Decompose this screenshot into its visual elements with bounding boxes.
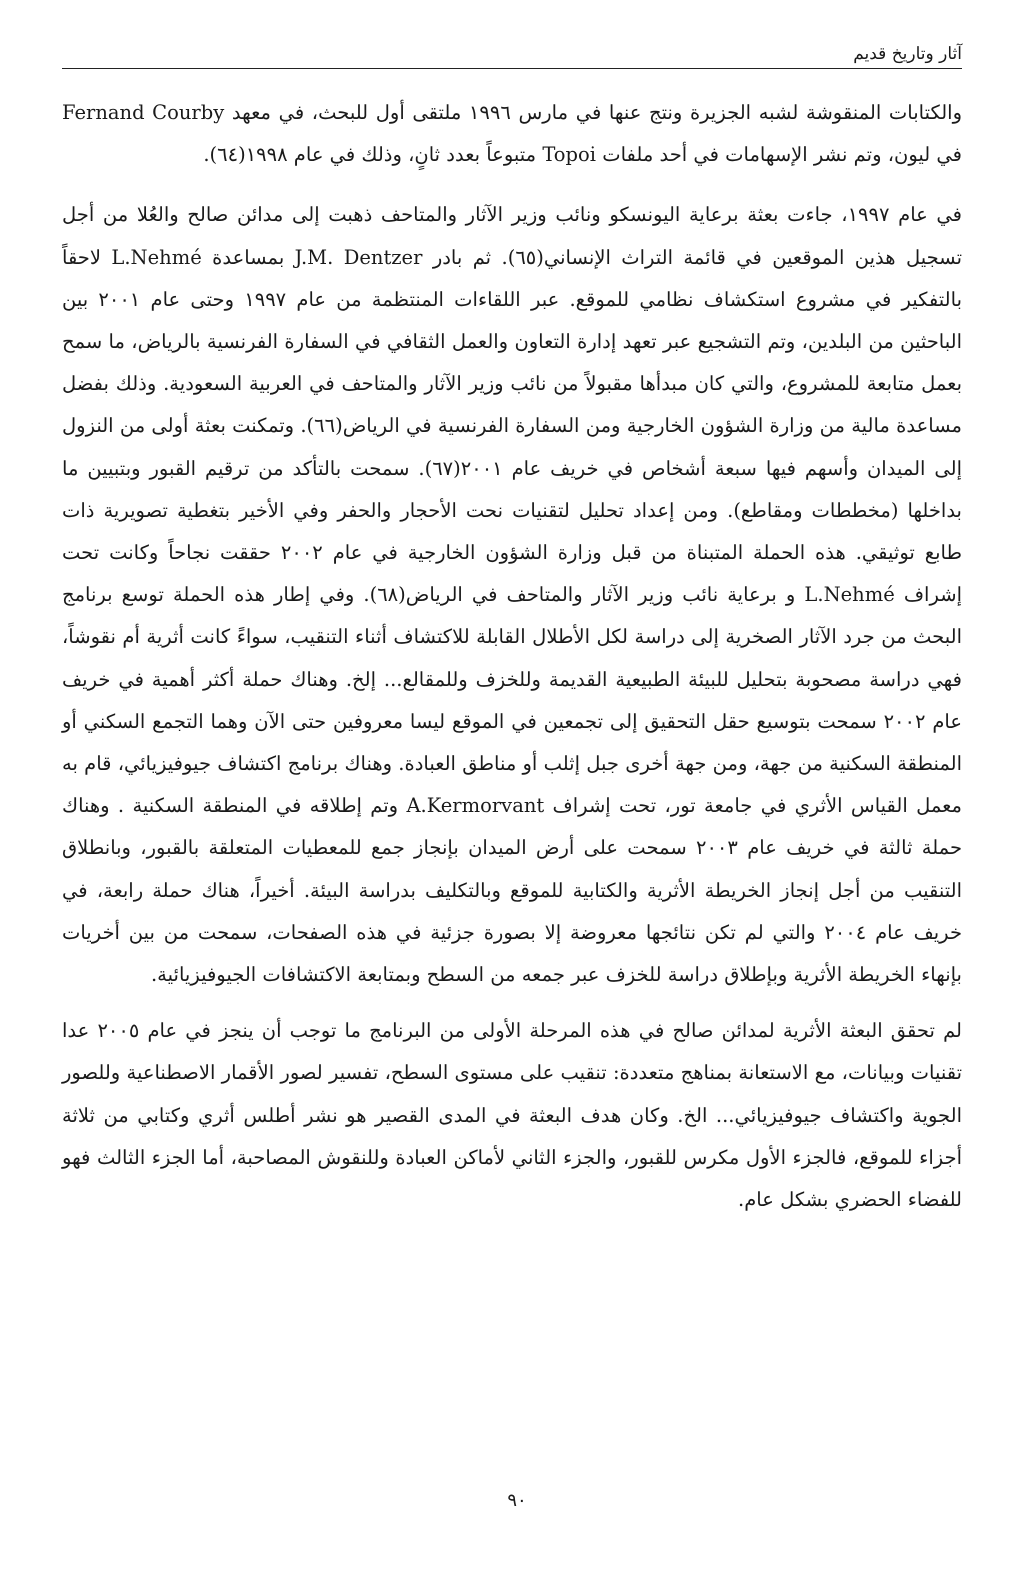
- latin-name: J.M. Dentzer: [294, 245, 423, 269]
- running-header: [62, 38, 962, 69]
- text-segment: و برعاية نائب وزير الآثار والمتاحف في الرياض(٦٨). وفي إطار هذه الحملة توسع برنامج البحث من جرد الآثار الصخرية إلى دراسة لكل الأطلال القابلة للاكتشاف أثناء التنقيب، سواءً كانت أثرية أم نقوشاً، فهي دراسة مصحوبة بتحليل للبيئة الطبيعية القديمة وللخزف وللمقالع... إلخ. وهناك حملة أكثر أهمية في خريف عام ٢٠٠٢ سمحت بتوسيع حقل التحقيق إلى تجمعين في الموقع ليسا معروفين حتى الآن وهما التجمع السكني أو المنطقة السكنية من جهة، ومن جهة أخرى جبل إثلب أو مناطق العبادة. وهناك برنامج اكتشاف جيوفيزيائي، قام به معمل القياس الأثري في جامعة تور، تحت إشراف: [62, 583, 962, 818]
- text-segment: لاحقاً بالتفكير في مشروع استكشاف نظامي للموقع. عبر اللقاءات المنتظمة من عام ١٩٩٧ وحتى عام ٢٠٠١ بين الباحثين من البلدين، وتم التشجيع عبر تعهد إدارة التعاون والعمل الثقافي في السفارة الفرنسية بالرياض، ما سمح بعمل متابعة للمشروع، والتي كان مبدأها مقبولاً من نائب وزير الآثار والمتاحف في العربية السعودية. وذلك بفضل مساعدة مالية من وزارة الشؤون الخارجية ومن السفارة الفرنسية في الرياض(٦٦). وتمكنت بعثة أولى من النزول إلى الميدان وأسهم فيها سبعة أشخاص في خريف عام ٢٠٠١(٦٧). سمحت بالتأكد من ترقيم القبور وبتبيين ما بداخلها (مخططات ومقاطع). ومن إعداد تحليل لتقنيات نحت الأحجار والحفر وفي الأخير بتغطية تصويرية ذات طابع توثيقي. هذه الحملة المتبناة من قبل وزارة الشؤون الخارجية في عام ٢٠٠٢ حققت نجاحاً وكانت تحت إشراف: [62, 245, 963, 607]
- latin-name: Fernand Courby: [62, 101, 225, 124]
- paragraph-2: [62, 194, 962, 996]
- paragraph-1: [62, 92, 962, 176]
- page-number: ٩٠: [507, 1490, 527, 1511]
- text-segment: في ليون، وتم نشر الإسهامات في أحد ملفات: [596, 143, 962, 167]
- header-title: آثار وتاريخ قديم: [845, 44, 962, 64]
- text-segment: والكتابات المنقوشة لشبه الجزيرة ونتج عنها في مارس ١٩٩٦ ملتقى أول للبحث، في معهد: [224, 101, 962, 124]
- body-text: [62, 92, 962, 1235]
- paragraph-3: [62, 1010, 962, 1221]
- text-segment: متبوعاً بعدد ثانٍ، وذلك في عام ١٩٩٨(٦٤).: [203, 143, 543, 167]
- text-segment: في عام ١٩٩٧، جاءت بعثة برعاية اليونسكو ونائب وزير الآثار والمتاحف ذهبت إلى مدائن صالح والعُلا من أجل تسجيل هذين الموقعين في قائمة التراث الإنساني(٦٥). ثم بادر: [62, 203, 963, 269]
- text-segment: وتم إطلاقه في المنطقة السكنية . وهناك حملة ثالثة في خريف عام ٢٠٠٣ سمحت على أرض الميدان بإنجاز جمع للمعطيات المتعلقة بالقبور، وبانطلاق التنقيب من أجل إنجاز الخريطة الأثرية والكتابية للموقع وبالتكليف بدراسة البيئة. أخيراً، هناك حملة رابعة، في خريف عام ٢٠٠٤ والتي لم تكن نتائجها معروضة إلا بصورة جزئية في هذه الصفحات، سمحت من بين أخريات بإنهاء الخريطة الأثرية وبإطلاق دراسة للخزف عبر جمعه من السطح وبمتابعة الاكتشافات الجيوفيزيائية.: [62, 794, 963, 987]
- text-segment: بمساعدة: [201, 245, 295, 269]
- latin-name: A.Kermorvant: [406, 794, 545, 818]
- latin-name: L.Nehmé: [804, 583, 895, 607]
- latin-name: L.Nehmé: [111, 245, 202, 269]
- text-segment: لم تحقق البعثة الأثرية لمدائن صالح في هذه المرحلة الأولى من البرنامج ما توجب أن ينجز في عام ٢٠٠٥ عدا تقنيات وبيانات، مع الاستعانة بمناهج متعددة: تنقيب على مستوى السطح، تفسير لصور الأقمار الاصطناعية وللصور الجوية واكتشاف جيوفيزيائي... الخ. وكان هدف البعثة في المدى القصير هو نشر أطلس أثري وكتابي من ثلاثة أجزاء للموقع، فالجزء الأول مكرس للقبور، والجزء الثاني لأماكن العبادة وللنقوش المصاحبة، أما الجزء الثالث فهو للفضاء الحضري بشكل عام.: [62, 1019, 962, 1212]
- latin-name: Topoi: [542, 143, 597, 167]
